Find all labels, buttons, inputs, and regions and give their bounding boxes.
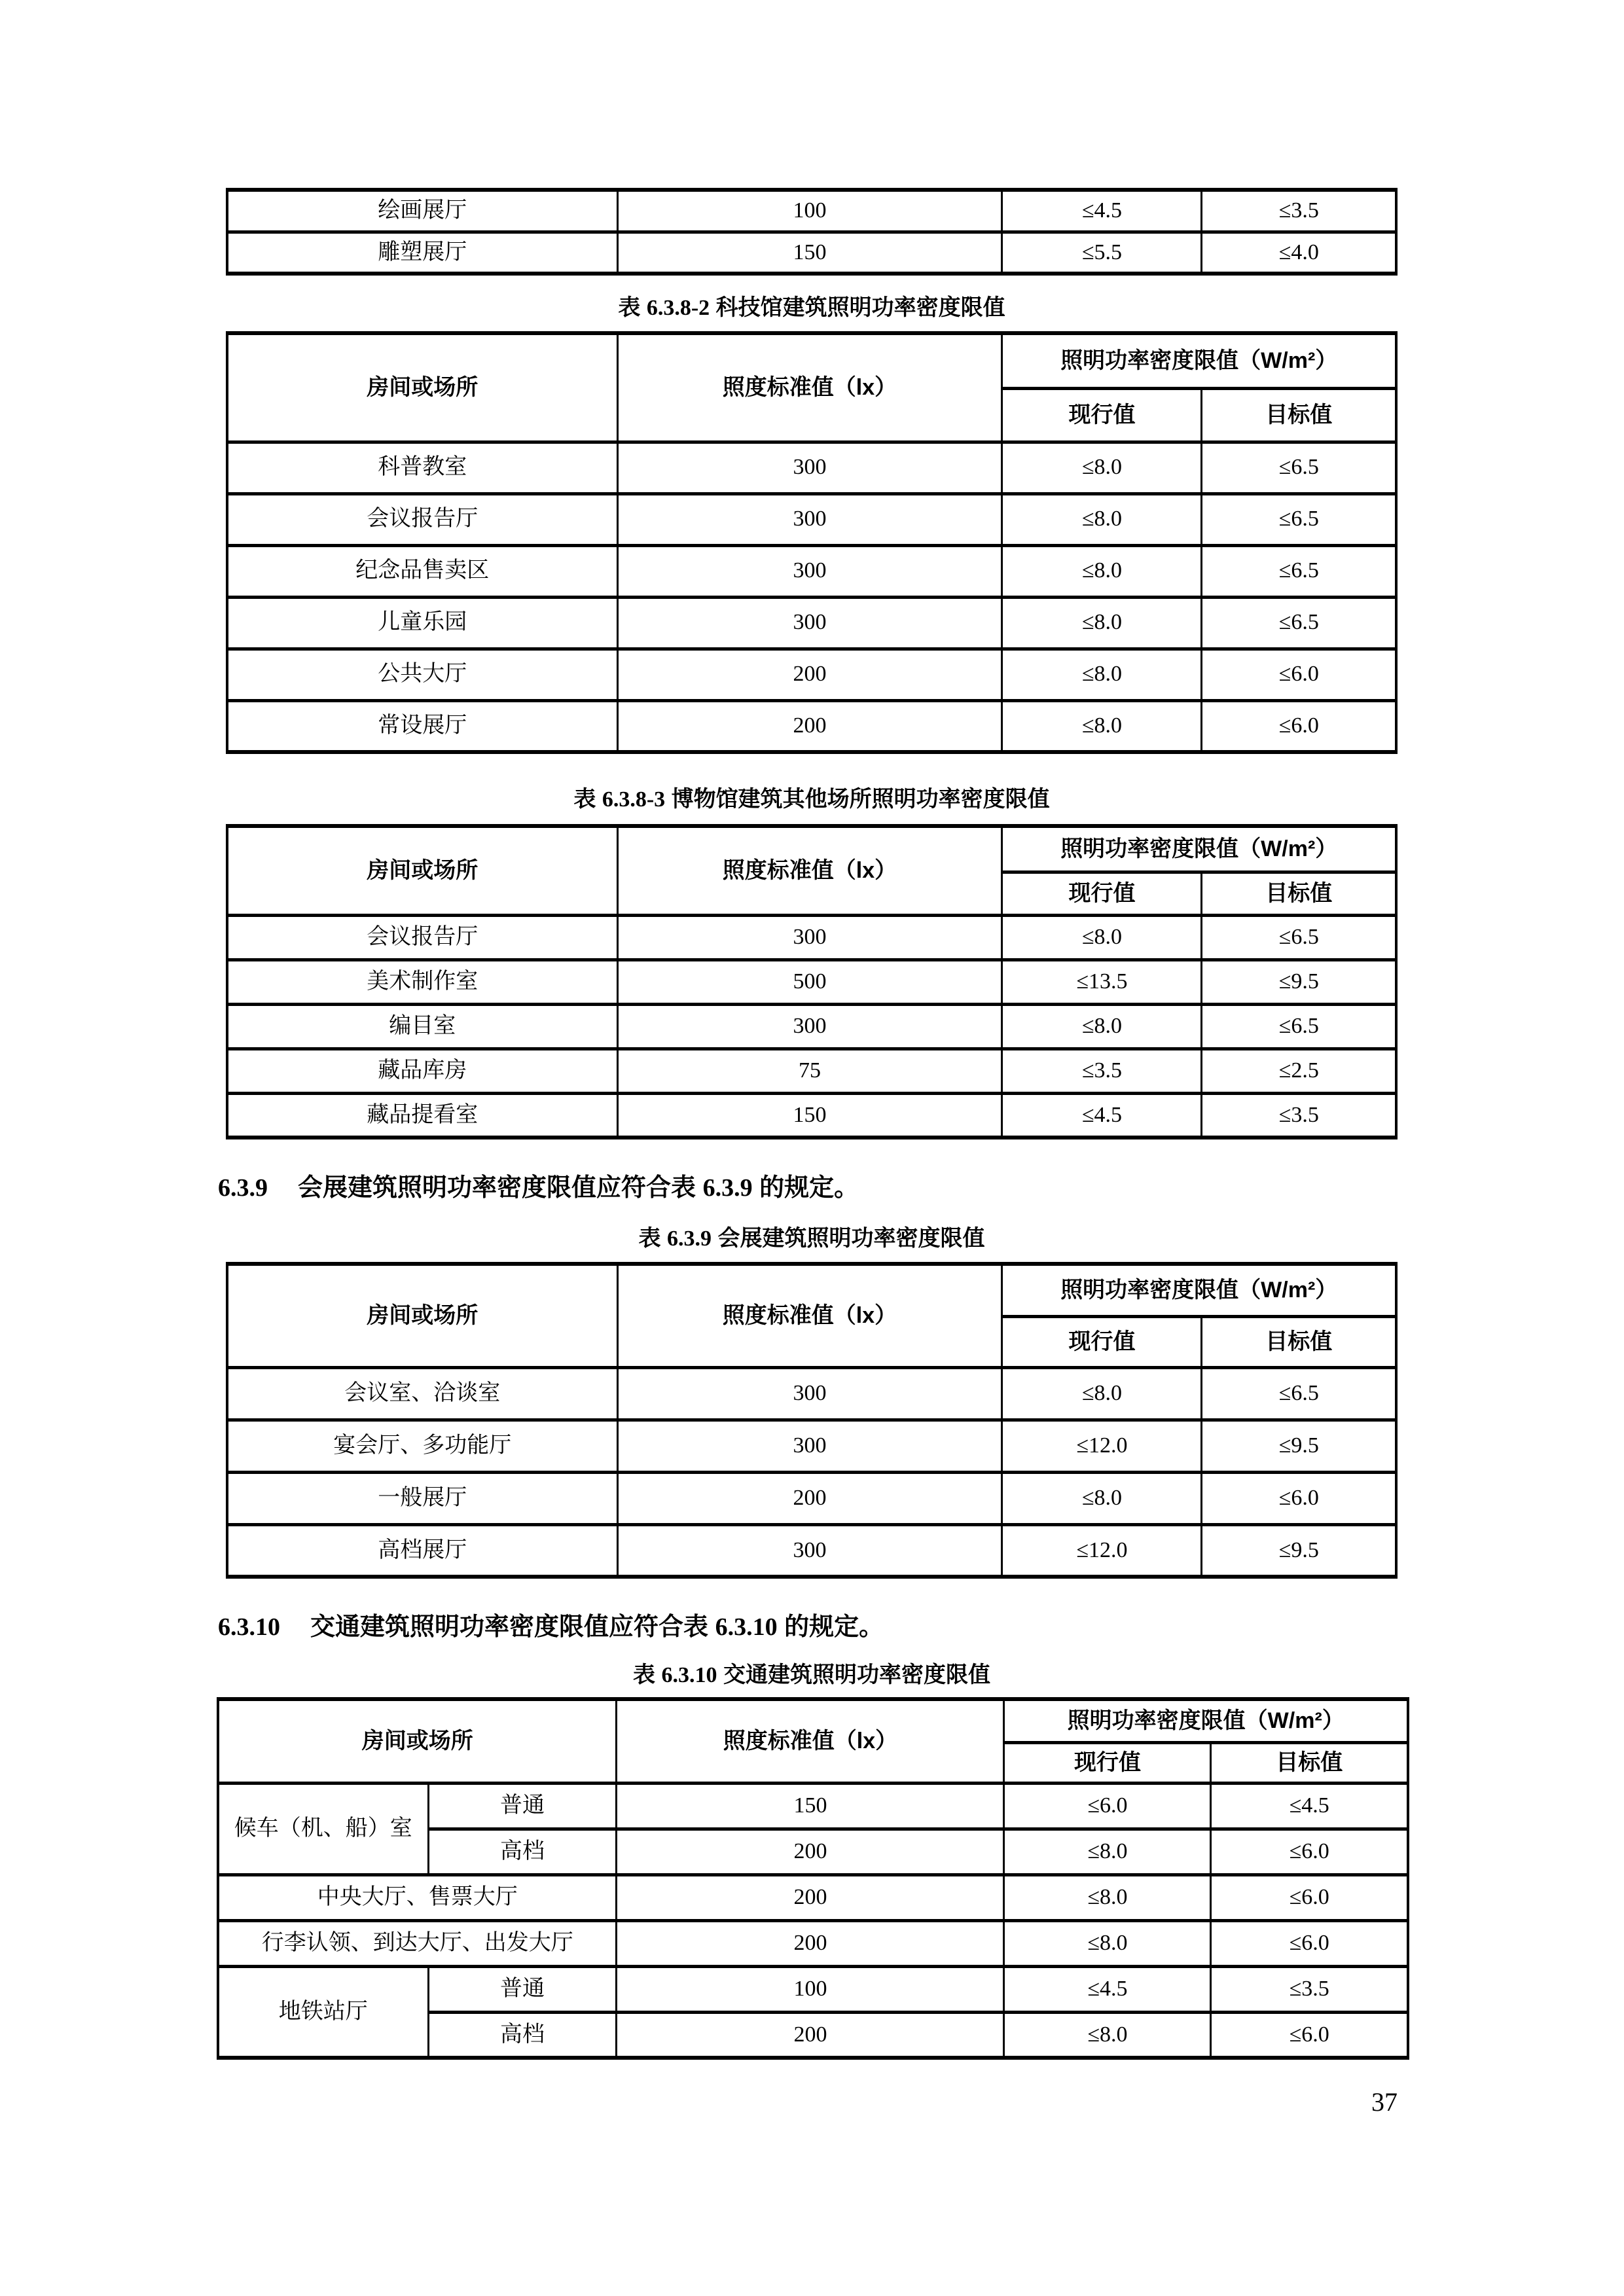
cell: 行李认领、到达大厅、出发大厅: [218, 1920, 617, 1966]
cell: ≤8.0: [1002, 649, 1202, 700]
cell: 科普教室: [227, 442, 617, 493]
cell: ≤2.5: [1202, 1049, 1396, 1093]
table-header-row: [227, 826, 1396, 872]
cell: ≤6.0: [1202, 1472, 1396, 1524]
table-caption-6-3-8-2: [226, 293, 1398, 323]
col-header-target: 目标值: [1202, 388, 1396, 442]
cell: ≤6.0: [1004, 1783, 1211, 1829]
table-row: [227, 960, 1396, 1004]
page-number: 37: [1371, 2087, 1398, 2117]
caption-number: 6.3.10: [661, 1663, 717, 1687]
cell: 100: [617, 190, 1002, 232]
cell: ≤6.5: [1202, 545, 1396, 597]
col-header-room: 房间或场所: [218, 1699, 617, 1783]
col-header-current: 现行值: [1002, 872, 1202, 915]
table-science-museum-lpd: [226, 331, 1398, 754]
col-header-room: 房间或场所: [227, 333, 617, 442]
cell-room-group: 候车（机、船）室: [218, 1783, 428, 1874]
cell: 200: [617, 2012, 1004, 2058]
col-header-room: 房间或场所: [227, 1264, 617, 1367]
cell: 儿童乐园: [227, 597, 617, 649]
table-header-row: [227, 333, 1396, 388]
cell: 150: [617, 232, 1002, 274]
table-header-row: [218, 1699, 1408, 1742]
caption-title: 交通建筑照明功率密度限值: [723, 1662, 990, 1687]
table-row: [227, 493, 1396, 545]
cell: ≤6.5: [1202, 915, 1396, 960]
cell: ≤6.5: [1202, 442, 1396, 493]
section-number: 6.3.10: [218, 1613, 280, 1641]
table-row: [218, 1874, 1408, 1920]
cell: ≤3.5: [1002, 1049, 1202, 1093]
table-row: [218, 1920, 1408, 1966]
col-header-target: 目标值: [1202, 872, 1396, 915]
table-museum-exhibit-continued: [226, 188, 1398, 276]
table-row: [218, 1966, 1408, 2012]
col-header-current: 现行值: [1004, 1742, 1211, 1783]
cell: ≤4.5: [1211, 1783, 1408, 1829]
cell: 绘画展厅: [227, 190, 617, 232]
table-row: [227, 1093, 1396, 1138]
cell: ≤4.5: [1002, 190, 1202, 232]
cell: 公共大厅: [227, 649, 617, 700]
cell: ≤8.0: [1004, 2012, 1211, 2058]
table-row: [227, 597, 1396, 649]
table-row: [227, 232, 1396, 274]
cell: 200: [617, 700, 1002, 752]
cell: ≤8.0: [1002, 1004, 1202, 1049]
cell: 雕塑展厅: [227, 232, 617, 274]
cell: ≤4.5: [1004, 1966, 1211, 2012]
cell: 美术制作室: [227, 960, 617, 1004]
cell: 一般展厅: [227, 1472, 617, 1524]
cell: ≤3.5: [1211, 1966, 1408, 2012]
section-text: 会展建筑照明功率密度限值应符合表: [298, 1174, 703, 1202]
col-header-target: 目标值: [1202, 1316, 1396, 1367]
cell: 150: [617, 1783, 1004, 1829]
cell: ≤12.0: [1002, 1420, 1202, 1472]
cell: 300: [617, 1420, 1002, 1472]
cell: 会议报告厅: [227, 493, 617, 545]
cell: ≤6.5: [1202, 597, 1396, 649]
cell: ≤8.0: [1002, 597, 1202, 649]
cell: 常设展厅: [227, 700, 617, 752]
cell: 会议室、洽谈室: [227, 1367, 617, 1420]
cell: 300: [617, 442, 1002, 493]
cell: ≤8.0: [1002, 915, 1202, 960]
cell: ≤8.0: [1002, 545, 1202, 597]
col-header-lpd: 照明功率密度限值（W/m²）: [1002, 333, 1396, 388]
cell: ≤6.0: [1211, 2012, 1408, 2058]
cell: 200: [617, 1472, 1002, 1524]
cell: 150: [617, 1093, 1002, 1138]
caption-title: 科技馆建筑照明功率密度限值: [715, 295, 1005, 320]
cell: 高档: [428, 2012, 617, 2058]
col-header-lux: 照度标准值（lx）: [617, 826, 1002, 915]
col-header-target: 目标值: [1211, 1742, 1408, 1783]
table-exhibition-lpd: [226, 1262, 1398, 1579]
col-header-room: 房间或场所: [227, 826, 617, 915]
cell: 藏品提看室: [227, 1093, 617, 1138]
cell: 编目室: [227, 1004, 617, 1049]
section-text: 的规定。: [777, 1613, 884, 1641]
table-row: [227, 915, 1396, 960]
table-row: [227, 1524, 1396, 1577]
cell: ≤3.5: [1202, 1093, 1396, 1138]
caption-label: 表: [573, 787, 596, 812]
cell: ≤8.0: [1002, 493, 1202, 545]
section-text: 交通建筑照明功率密度限值应符合表: [310, 1613, 715, 1641]
table-header-row: [227, 1264, 1396, 1316]
caption-number: 6.3.8-3: [602, 787, 666, 812]
cell: ≤6.0: [1211, 1829, 1408, 1874]
cell: 300: [617, 1367, 1002, 1420]
cell: ≤6.0: [1211, 1874, 1408, 1920]
cell: ≤8.0: [1004, 1874, 1211, 1920]
caption-label: 表: [638, 1226, 661, 1251]
table-row: [227, 442, 1396, 493]
cell: ≤6.0: [1202, 700, 1396, 752]
cell: ≤6.5: [1202, 1004, 1396, 1049]
table-row: [227, 1420, 1396, 1472]
section-table-ref: 6.3.10: [715, 1613, 778, 1641]
cell: ≤4.0: [1202, 232, 1396, 274]
table-row: [227, 1367, 1396, 1420]
caption-title: 会展建筑照明功率密度限值: [717, 1226, 985, 1251]
cell: ≤6.0: [1202, 649, 1396, 700]
table-transport-lpd: [217, 1697, 1409, 2060]
table-caption-6-3-10: [226, 1660, 1398, 1691]
cell: 普通: [428, 1966, 617, 2012]
cell: ≤9.5: [1202, 1420, 1396, 1472]
caption-title: 博物馆建筑其他场所照明功率密度限值: [671, 787, 1050, 812]
section-text: 的规定。: [752, 1174, 859, 1202]
cell: ≤8.0: [1002, 442, 1202, 493]
cell: ≤6.5: [1202, 493, 1396, 545]
cell-room-group: 地铁站厅: [218, 1966, 428, 2058]
cell: 高档展厅: [227, 1524, 617, 1577]
cell: 200: [617, 649, 1002, 700]
caption-label: 表: [633, 1662, 656, 1687]
cell: 纪念品售卖区: [227, 545, 617, 597]
cell: 300: [617, 915, 1002, 960]
cell: ≤5.5: [1002, 232, 1202, 274]
cell: 300: [617, 493, 1002, 545]
col-header-lpd: 照明功率密度限值（W/m²）: [1004, 1699, 1408, 1742]
col-header-lux: 照度标准值（lx）: [617, 1264, 1002, 1367]
section-6-3-10: [218, 1610, 1398, 1644]
cell: 75: [617, 1049, 1002, 1093]
table-row: [227, 190, 1396, 232]
cell: ≤6.5: [1202, 1367, 1396, 1420]
table-row: [218, 1783, 1408, 1829]
cell: ≤8.0: [1002, 1367, 1202, 1420]
table-row: [227, 545, 1396, 597]
cell: ≤9.5: [1202, 960, 1396, 1004]
cell: ≤8.0: [1002, 700, 1202, 752]
col-header-current: 现行值: [1002, 388, 1202, 442]
caption-number: 6.3.8-2: [646, 296, 710, 320]
col-header-lpd: 照明功率密度限值（W/m²）: [1002, 826, 1396, 872]
table-caption-6-3-8-3: [226, 784, 1398, 815]
cell: 200: [617, 1829, 1004, 1874]
table-row: [227, 1472, 1396, 1524]
cell: 500: [617, 960, 1002, 1004]
caption-number: 6.3.9: [667, 1227, 712, 1251]
cell: 高档: [428, 1829, 617, 1874]
cell: 100: [617, 1966, 1004, 2012]
table-row: [227, 1004, 1396, 1049]
cell: 300: [617, 1004, 1002, 1049]
cell: 200: [617, 1920, 1004, 1966]
cell: 300: [617, 545, 1002, 597]
section-6-3-9: [218, 1171, 1398, 1205]
cell: 会议报告厅: [227, 915, 617, 960]
cell: 藏品库房: [227, 1049, 617, 1093]
col-header-current: 现行值: [1002, 1316, 1202, 1367]
table-caption-6-3-9: [226, 1223, 1398, 1254]
cell: ≤8.0: [1002, 1472, 1202, 1524]
caption-label: 表: [618, 295, 641, 320]
cell: 300: [617, 597, 1002, 649]
table-row: [227, 649, 1396, 700]
cell: 300: [617, 1524, 1002, 1577]
cell: 200: [617, 1874, 1004, 1920]
col-header-lux: 照度标准值（lx）: [617, 333, 1002, 442]
cell: ≤13.5: [1002, 960, 1202, 1004]
cell: ≤8.0: [1004, 1920, 1211, 1966]
cell: ≤6.0: [1211, 1920, 1408, 1966]
table-row: [227, 700, 1396, 752]
cell: ≤12.0: [1002, 1524, 1202, 1577]
cell: 宴会厅、多功能厅: [227, 1420, 617, 1472]
table-museum-other-lpd: [226, 824, 1398, 1139]
cell: ≤8.0: [1004, 1829, 1211, 1874]
cell: 普通: [428, 1783, 617, 1829]
col-header-lpd: 照明功率密度限值（W/m²）: [1002, 1264, 1396, 1316]
col-header-lux: 照度标准值（lx）: [617, 1699, 1004, 1783]
cell: ≤4.5: [1002, 1093, 1202, 1138]
table-row: [227, 1049, 1396, 1093]
section-number: 6.3.9: [218, 1174, 268, 1202]
section-table-ref: 6.3.9: [702, 1174, 753, 1202]
cell: ≤9.5: [1202, 1524, 1396, 1577]
cell: 中央大厅、售票大厅: [218, 1874, 617, 1920]
cell: ≤3.5: [1202, 190, 1396, 232]
